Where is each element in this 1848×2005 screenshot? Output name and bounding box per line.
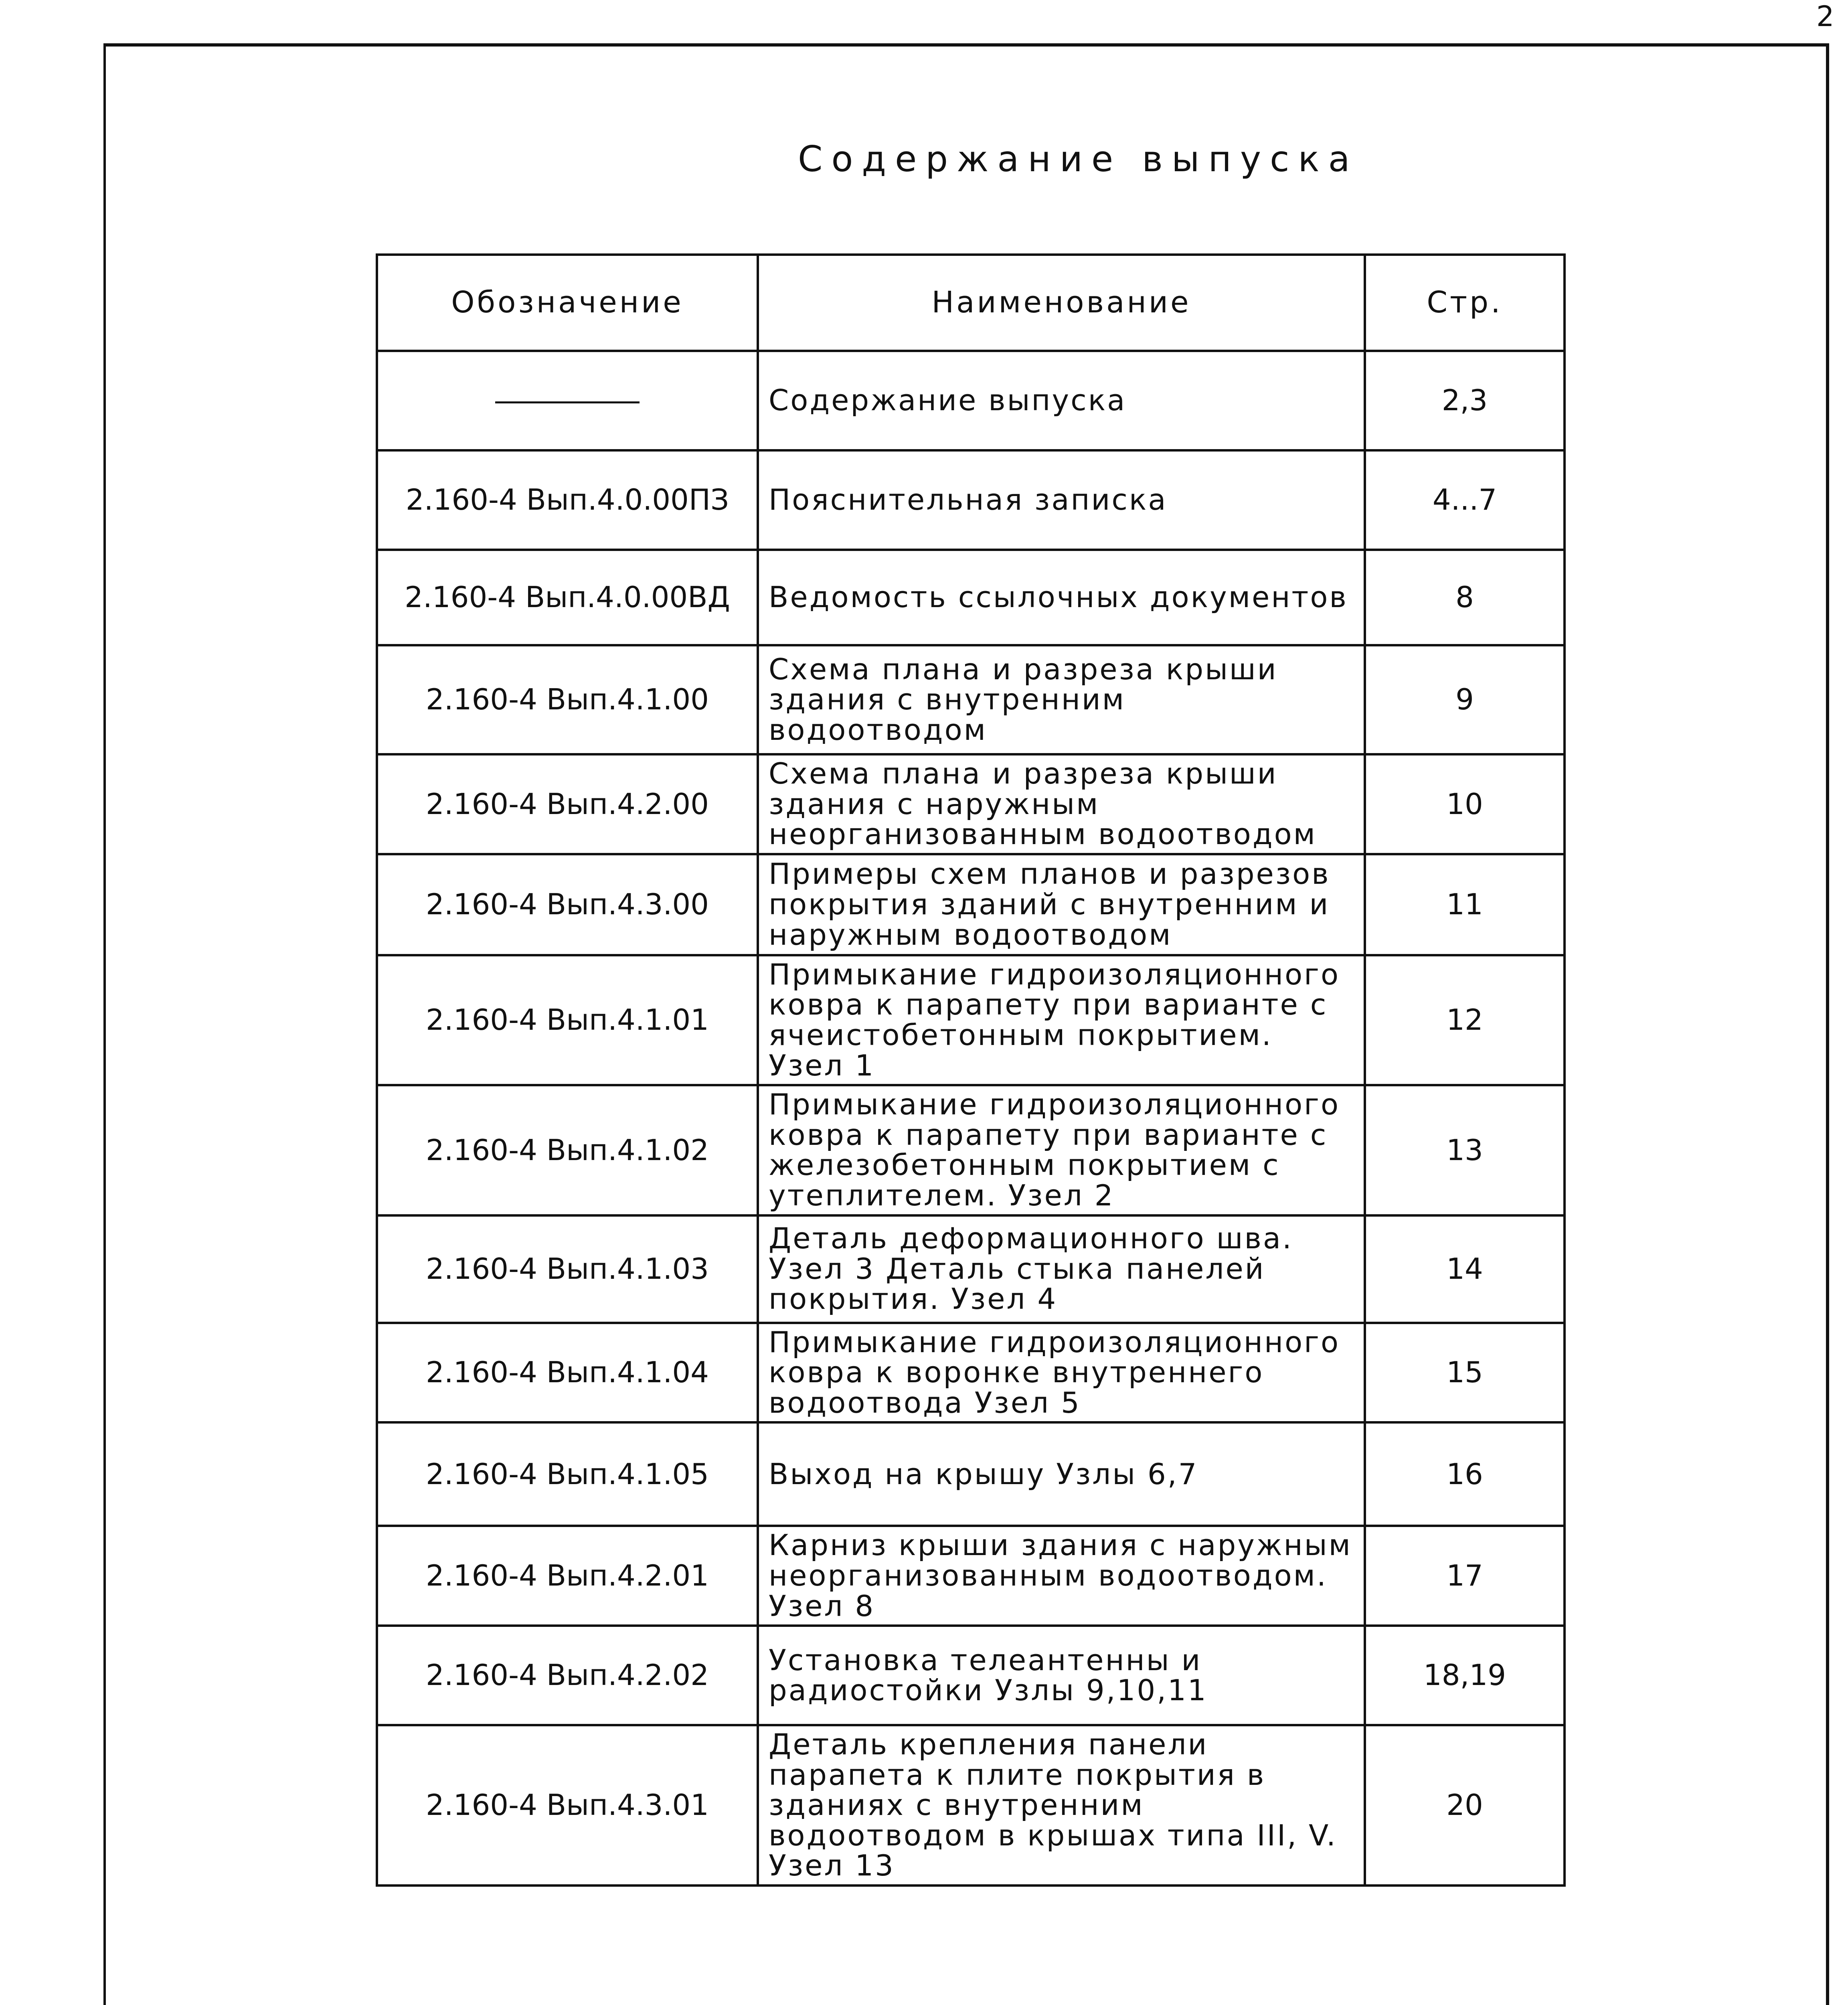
name-cell: Деталь крепления панели парапета к плите покрытия в зданиях с внутренним водоотводом в крышах типа III, V. Узел 13 (758, 1725, 1365, 1886)
table-row (377, 351, 1565, 450)
designation-cell: 2.160-4 Вып.4.1.00 (377, 645, 758, 754)
page-cell: 17 (1365, 1526, 1565, 1626)
page-cell: 4...7 (1365, 450, 1565, 550)
designation-cell (377, 351, 758, 450)
page-cell: 20 (1365, 1725, 1565, 1886)
designation-cell: 2.160-4 Вып.4.1.04 (377, 1323, 758, 1423)
header-name: Наименование (758, 255, 1365, 351)
name-cell: Установка телеантенны и радиостойки Узлы 9,10,11 (758, 1626, 1365, 1725)
page-cell: 18,19 (1365, 1626, 1565, 1725)
table-row (377, 450, 1565, 550)
page-cell: 10 (1365, 754, 1565, 854)
page-cell: 12 (1365, 955, 1565, 1085)
name-cell: Примыкание гидроизоляционного ковра к воронке внутреннего водоотвода Узел 5 (758, 1323, 1365, 1423)
contents-table (376, 253, 1566, 1887)
name-cell: Примыкание гидроизоляционного ковра к парапету при варианте с ячеистобетонным покрытием. Узел 1 (758, 955, 1365, 1085)
name-cell: Схема плана и разреза крыши здания с внутренним водоотводом (758, 645, 1365, 754)
name-cell: Примыкание гидроизоляционного ковра к парапету при варианте с железобетонным покрытием с утеплителем. Узел 2 (758, 1085, 1365, 1215)
name-cell: Пояснительная записка (758, 450, 1365, 550)
designation-cell: 2.160-4 Вып.4.3.01 (377, 1725, 758, 1886)
page-cell: 16 (1365, 1422, 1565, 1526)
table-row (377, 955, 1565, 1085)
table-row (377, 1626, 1565, 1725)
page-number: 2 (1816, 0, 1834, 33)
table-header-row (377, 255, 1565, 351)
designation-cell: 2.160-4 Вып.4.0.00ВД (377, 550, 758, 645)
table-row (377, 1323, 1565, 1423)
designation-cell: 2.160-4 Вып.4.1.02 (377, 1085, 758, 1215)
table-row (377, 1215, 1565, 1323)
page-cell: 9 (1365, 645, 1565, 754)
designation-cell: 2.160-4 Вып.4.2.01 (377, 1526, 758, 1626)
designation-cell: 2.160-4 Вып.4.1.01 (377, 955, 758, 1085)
designation-cell: 2.160-4 Вып.4.2.02 (377, 1626, 758, 1725)
name-cell: Примеры схем планов и разрезов покрытия зданий с внутренним и наружным водоотводом (758, 854, 1365, 955)
designation-cell: 2.160-4 Вып.4.1.05 (377, 1422, 758, 1526)
page-title: Содержание выпуска (798, 138, 1359, 180)
table-row (377, 1725, 1565, 1886)
name-cell: Схема плана и разреза крыши здания с наружным неорганизованным водоотводом (758, 754, 1365, 854)
name-cell: Деталь деформационного шва. Узел 3 Деталь стыка панелей покрытия. Узел 4 (758, 1215, 1365, 1323)
header-designation: Обозначение (377, 255, 758, 351)
name-cell: Ведомость ссылочных документов (758, 550, 1365, 645)
table-row (377, 854, 1565, 955)
designation-cell: 2.160-4 Вып.4.3.00 (377, 854, 758, 955)
name-cell: Выход на крышу Узлы 6,7 (758, 1422, 1365, 1526)
table-row (377, 645, 1565, 754)
designation-cell: 2.160-4 Вып.4.2.00 (377, 754, 758, 854)
designation-cell: 2.160-4 Вып.4.1.03 (377, 1215, 758, 1323)
table-row (377, 1085, 1565, 1215)
name-cell: Содержание выпуска (758, 351, 1365, 450)
page-cell: 14 (1365, 1215, 1565, 1323)
page-cell: 15 (1365, 1323, 1565, 1423)
page-cell: 13 (1365, 1085, 1565, 1215)
table-row (377, 550, 1565, 645)
page-cell: 2,3 (1365, 351, 1565, 450)
table-row (377, 1526, 1565, 1626)
dash-line (495, 401, 640, 403)
page-cell: 8 (1365, 550, 1565, 645)
table-row (377, 1422, 1565, 1526)
header-page: Стр. (1365, 255, 1565, 351)
name-cell: Карниз крыши здания с наружным неорганизованным водоотводом. Узел 8 (758, 1526, 1365, 1626)
designation-cell: 2.160-4 Вып.4.0.00ПЗ (377, 450, 758, 550)
page-cell: 11 (1365, 854, 1565, 955)
table-row (377, 754, 1565, 854)
